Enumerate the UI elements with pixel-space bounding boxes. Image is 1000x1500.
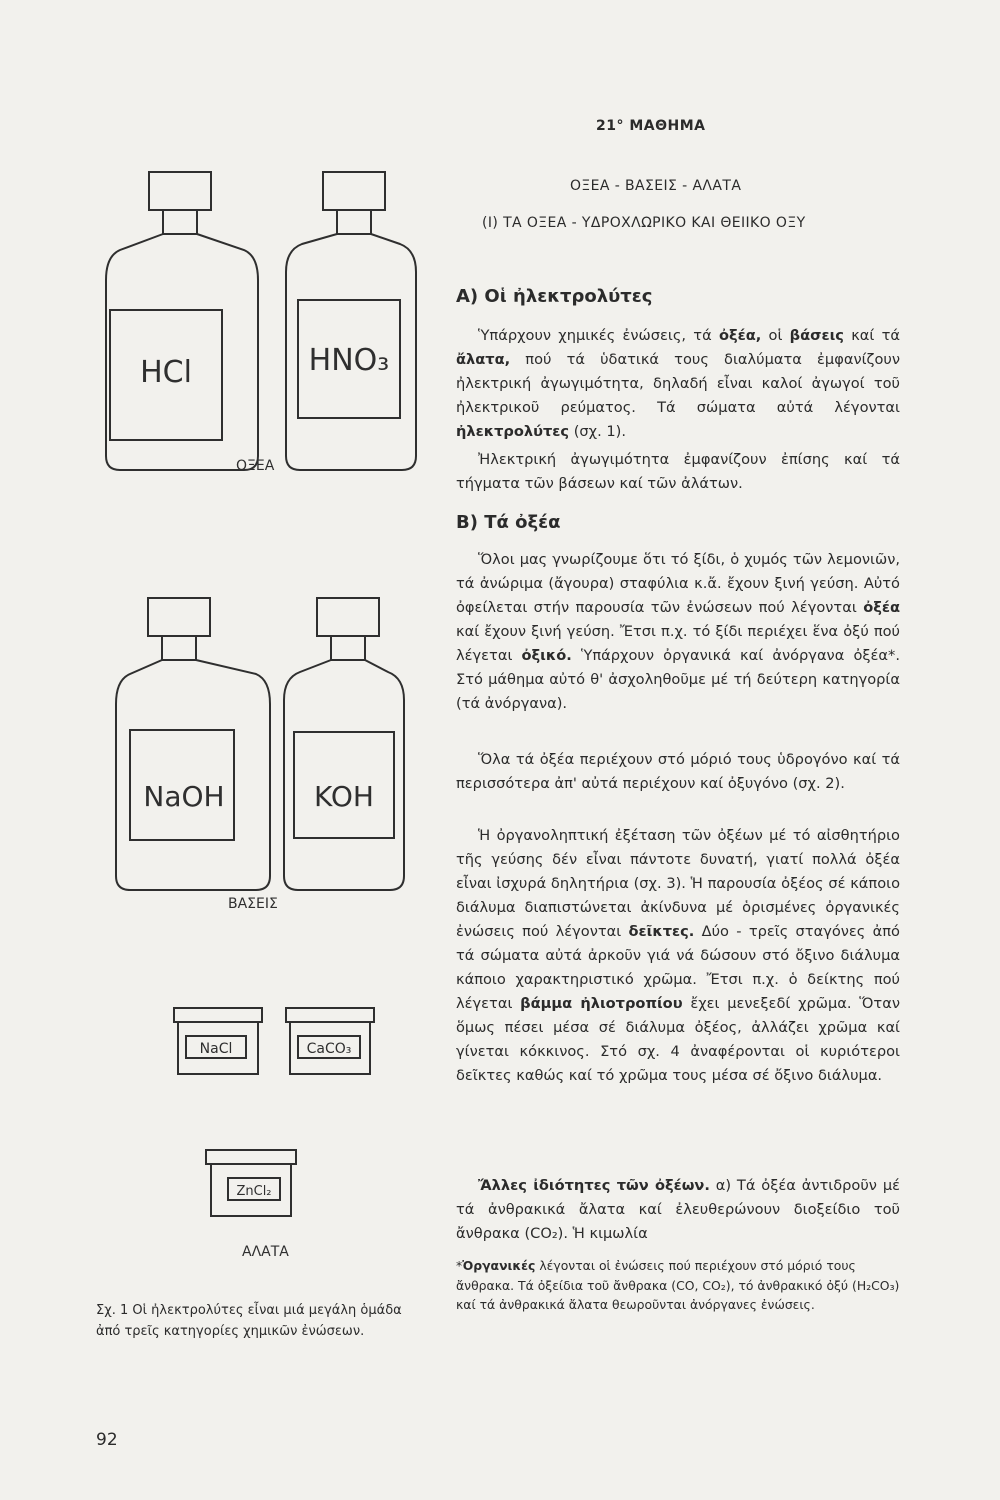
section-a-heading: Α) Οἱ ἠλεκτρολύτες (456, 286, 653, 307)
box-nacl-label: NaCl (199, 1041, 233, 1057)
section-a-paragraph-1: Ὑπάρχουν χημικές ἐνώσεις, τά ὀξέα, οἱ βάσεις καί τά ἄλατα, πού τά ὑδατικά τους διαλύματα ἐμφανίζουν ἠλεκτρική ἀγωγιμότητα, δηλαδή εἶναι καλοί ἀγωγοί τοῦ ἠλεκτρικοῦ ρεύματος. Τά σώματα αὐτά λέγονται ἠλεκτρολύτες (σχ. 1). (456, 327, 900, 440)
bottle-hcl-label: HCl (140, 355, 192, 390)
page-subtitle: (I) ΤΑ ΟΞΕΑ - ΥΔΡΟΧΛΩΡΙΚΟ ΚΑΙ ΘΕΙΙΚΟ ΟΞΥ (482, 215, 806, 231)
section-b-heading: Β) Τά ὀξέα (456, 512, 561, 533)
box-zncl2 (206, 1150, 296, 1216)
bottle-hno3-label: HNO₃ (308, 343, 390, 378)
lesson-header: 21° ΜΑΘΗΜΑ (596, 118, 706, 134)
section-a-paragraph-2: Ἠλεκτρική ἀγωγιμότητα ἐμφανίζουν ἐπίσης καί τά τήγματα τῶν βάσεων καί τῶν ἀλάτων. (456, 451, 900, 492)
bottle-koh-label: KOH (314, 780, 374, 813)
section-b-paragraph-3: Ἡ ὀργανοληπτική ἐξέταση τῶν ὀξέων μέ τό αἰσθητήριο τῆς γεύσης δέν εἶναι πάντοτε δυνατή, γιατί πολλά ὀξέα εἶναι ἰσχυρά δηλητήρια (σχ. 3). Ἡ παρουσία ὀξέος σέ κάποιο διάλυμα διαπιστώνεται ἀκίνδυνα μέ ὁρισμένες ὀργανικές ἐνώσεις πού λέγονται δεῖκτες. Δύο - τρεῖς σταγόνες ἀπό τά σώματα αὐτά ἀρκοῦν γιά νά δώσουν στό ὄξινο διάλυμα κάποιο χαρακτηριστικό χρῶμα. Ἔτσι π.χ. ὁ δείκτης πού λέγεται βάμμα ἠλιοτροπίου ἔχει μενεξεδί χρῶμα. Ὅταν ὅμως πέσει μέσα σέ διάλυμα ὀξέος, ἀλλάζει χρῶμα καί γίνεται κόκκινος. Στό σχ. 4 ἀναφέρονται οἱ κυριότεροι δεῖκτες καθώς καί τό χρῶμα τους μέσα σέ ὄξινο διάλυμα. (456, 827, 900, 1084)
box-caco3-label: CaCO₃ (306, 1041, 352, 1057)
page-title: ΟΞΕΑ - ΒΑΣΕΙΣ - ΑΛΑΤΑ (570, 178, 742, 194)
bottle-naoh-label: NaOH (143, 780, 225, 813)
bottle-hcl (106, 172, 258, 470)
bottle-koh (284, 598, 404, 890)
label-bases: ΒΑΣΕΙΣ (228, 896, 278, 912)
label-acids: ΟΞΕΑ (236, 458, 275, 474)
page-number: 92 (96, 1430, 118, 1450)
footnote: *Ὀργανικές λέγονται οἱ ἐνώσεις πού περιέχουν στό μόριό τους ἄνθρακα. Τά ὀξείδια τοῦ ἄνθρακα (CO, CO₂), τό ἀνθρακικό ὀξύ (H₂CO₃) καί τά ἀνθρακικά ἄλατα θεωροῦνται ἀνόργανες ἐνώσεις. (456, 1258, 900, 1312)
figure-caption: Σχ. 1 Οἱ ἠλεκτρολύτες εἶναι μιά μεγάλη ὁμάδα ἀπό τρεῖς κατηγορίες χημικῶν ἐνώσεων. (96, 1303, 402, 1339)
section-b-paragraph-1: Ὅλοι μας γνωρίζουμε ὅτι τό ξίδι, ὁ χυμός τῶν λεμονιῶν, τά ἀνώριμα (ἄγουρα) σταφύλια κ.ἄ. ἔχουν ξινή γεύση. Αὐτό ὀφείλεται στήν παρουσία τῶν ἐνώσεων πού λέγονται ὀξέα καί ἔχουν ξινή γεύση. Ἔτσι π.χ. τό ξίδι περιέχει ἕνα ὀξύ πού λέγεται ὀξικό. Ὑπάρχουν ὀργανικά καί ἀνόργανα ὀξέα*. Στό μάθημα αὐτό θ' ἀσχοληθοῦμε μέ τή δεύτερη κατηγορία (τά ἀνόργανα). (456, 551, 900, 712)
bottle-naoh (116, 598, 270, 890)
box-zncl2-label: ZnCl₂ (236, 1184, 272, 1199)
figure-1 (90, 160, 430, 1270)
section-b-paragraph-2: Ὅλα τά ὀξέα περιέχουν στό μόριό τους ὑδρογόνο καί τά περισσότερα ἀπ' αὐτά περιέχουν καί ὀξυγόνο (σχ. 2). (456, 751, 900, 792)
label-salts: ΑΛΑΤΑ (242, 1244, 289, 1260)
section-b-paragraph-4: Ἄλλες ἰδιότητες τῶν ὀξέων. α) Τά ὀξέα ἀντιδροῦν μέ τά ἀνθρακικά ἄλατα καί ἐλευθερώνουν διοξείδιο τοῦ ἄνθρακα (CO₂). Ἡ κιμωλία (456, 1177, 900, 1242)
bottle-hno3 (286, 172, 416, 470)
